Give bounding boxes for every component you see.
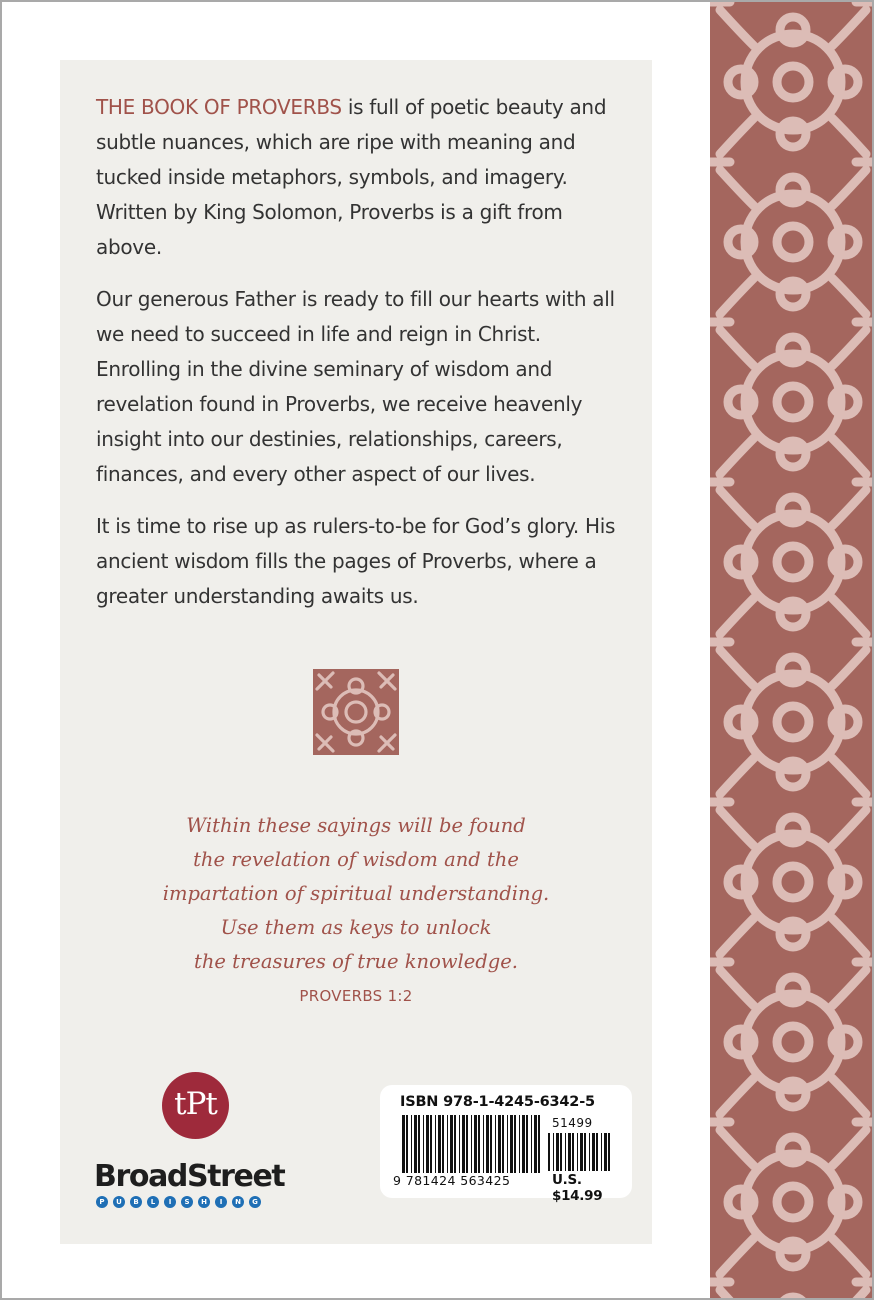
blurb-paragraph-3: It is time to rise up as rulers-to-be for God’s glory. His ancient wisdom fills the pages of Proverbs, where a greater understanding awaits us.: [96, 514, 616, 608]
tpt-logo-text: tPt: [174, 1086, 217, 1122]
tpt-logo: [162, 1072, 229, 1139]
barcode-addon-icon: [548, 1133, 612, 1171]
epigraph-line: Use them as keys to unlock: [220, 916, 492, 939]
blurb-lead: THE BOOK OF PROVERBS: [96, 95, 342, 119]
publisher-subtitle: [96, 1196, 304, 1208]
barcode-addon-number: 51499: [552, 1116, 593, 1130]
publisher-subtitle-letter: I: [164, 1196, 176, 1208]
price-label: U.S. $14.99: [552, 1172, 603, 1204]
ornament-tile-icon: [313, 669, 399, 755]
epigraph: [96, 809, 616, 979]
barcode-digits: 9 781424 563425: [393, 1173, 511, 1188]
spine-pattern-icon: [710, 2, 874, 1300]
epigraph-line: the treasures of true knowledge.: [194, 950, 518, 973]
publisher-name: BroadStreet: [94, 1159, 285, 1194]
epigraph-line: Within these sayings will be found: [186, 814, 526, 837]
epigraph-reference: PROVERBS 1:2: [299, 987, 413, 1005]
blurb-paragraph-1-text: is full of poetic beauty and subtle nuances, which are ripe with meaning and tucked inside metaphors, symbols, and imagery. Written by King Solomon, Proverbs is a gift from above.: [96, 95, 607, 259]
publisher-subtitle-letter: N: [232, 1196, 244, 1208]
epigraph-line: the revelation of wisdom and the: [193, 848, 519, 871]
publisher-subtitle-letter: P: [96, 1196, 108, 1208]
publisher-subtitle-letter: L: [147, 1196, 159, 1208]
blurb: [96, 90, 626, 631]
publisher-subtitle-letter: U: [113, 1196, 125, 1208]
publisher-subtitle-letter: G: [249, 1196, 261, 1208]
barcode-icon: [402, 1115, 542, 1173]
publisher-subtitle-letter: H: [198, 1196, 210, 1208]
blurb-paragraph-1: [96, 90, 626, 265]
publisher-subtitle-letter: I: [215, 1196, 227, 1208]
broadstreet-logo: [94, 1160, 304, 1208]
epigraph-line: impartation of spiritual understanding.: [162, 882, 550, 905]
blurb-paragraph-2: Our generous Father is ready to fill our hearts with all we need to succeed in life and reign in Christ. Enrolling in the divine seminary of wisdom and revelation found in Proverbs, we receive heavenly insight into our destinies, relationships, careers, finances, and every other aspect of our lives.: [96, 287, 615, 486]
publisher-subtitle-letter: B: [130, 1196, 142, 1208]
text-panel: [60, 60, 652, 1244]
publisher-subtitle-letter: S: [181, 1196, 193, 1208]
isbn-label: ISBN 978-1-4245-6342-5: [400, 1094, 595, 1110]
isbn-barcode-box: [380, 1085, 632, 1204]
